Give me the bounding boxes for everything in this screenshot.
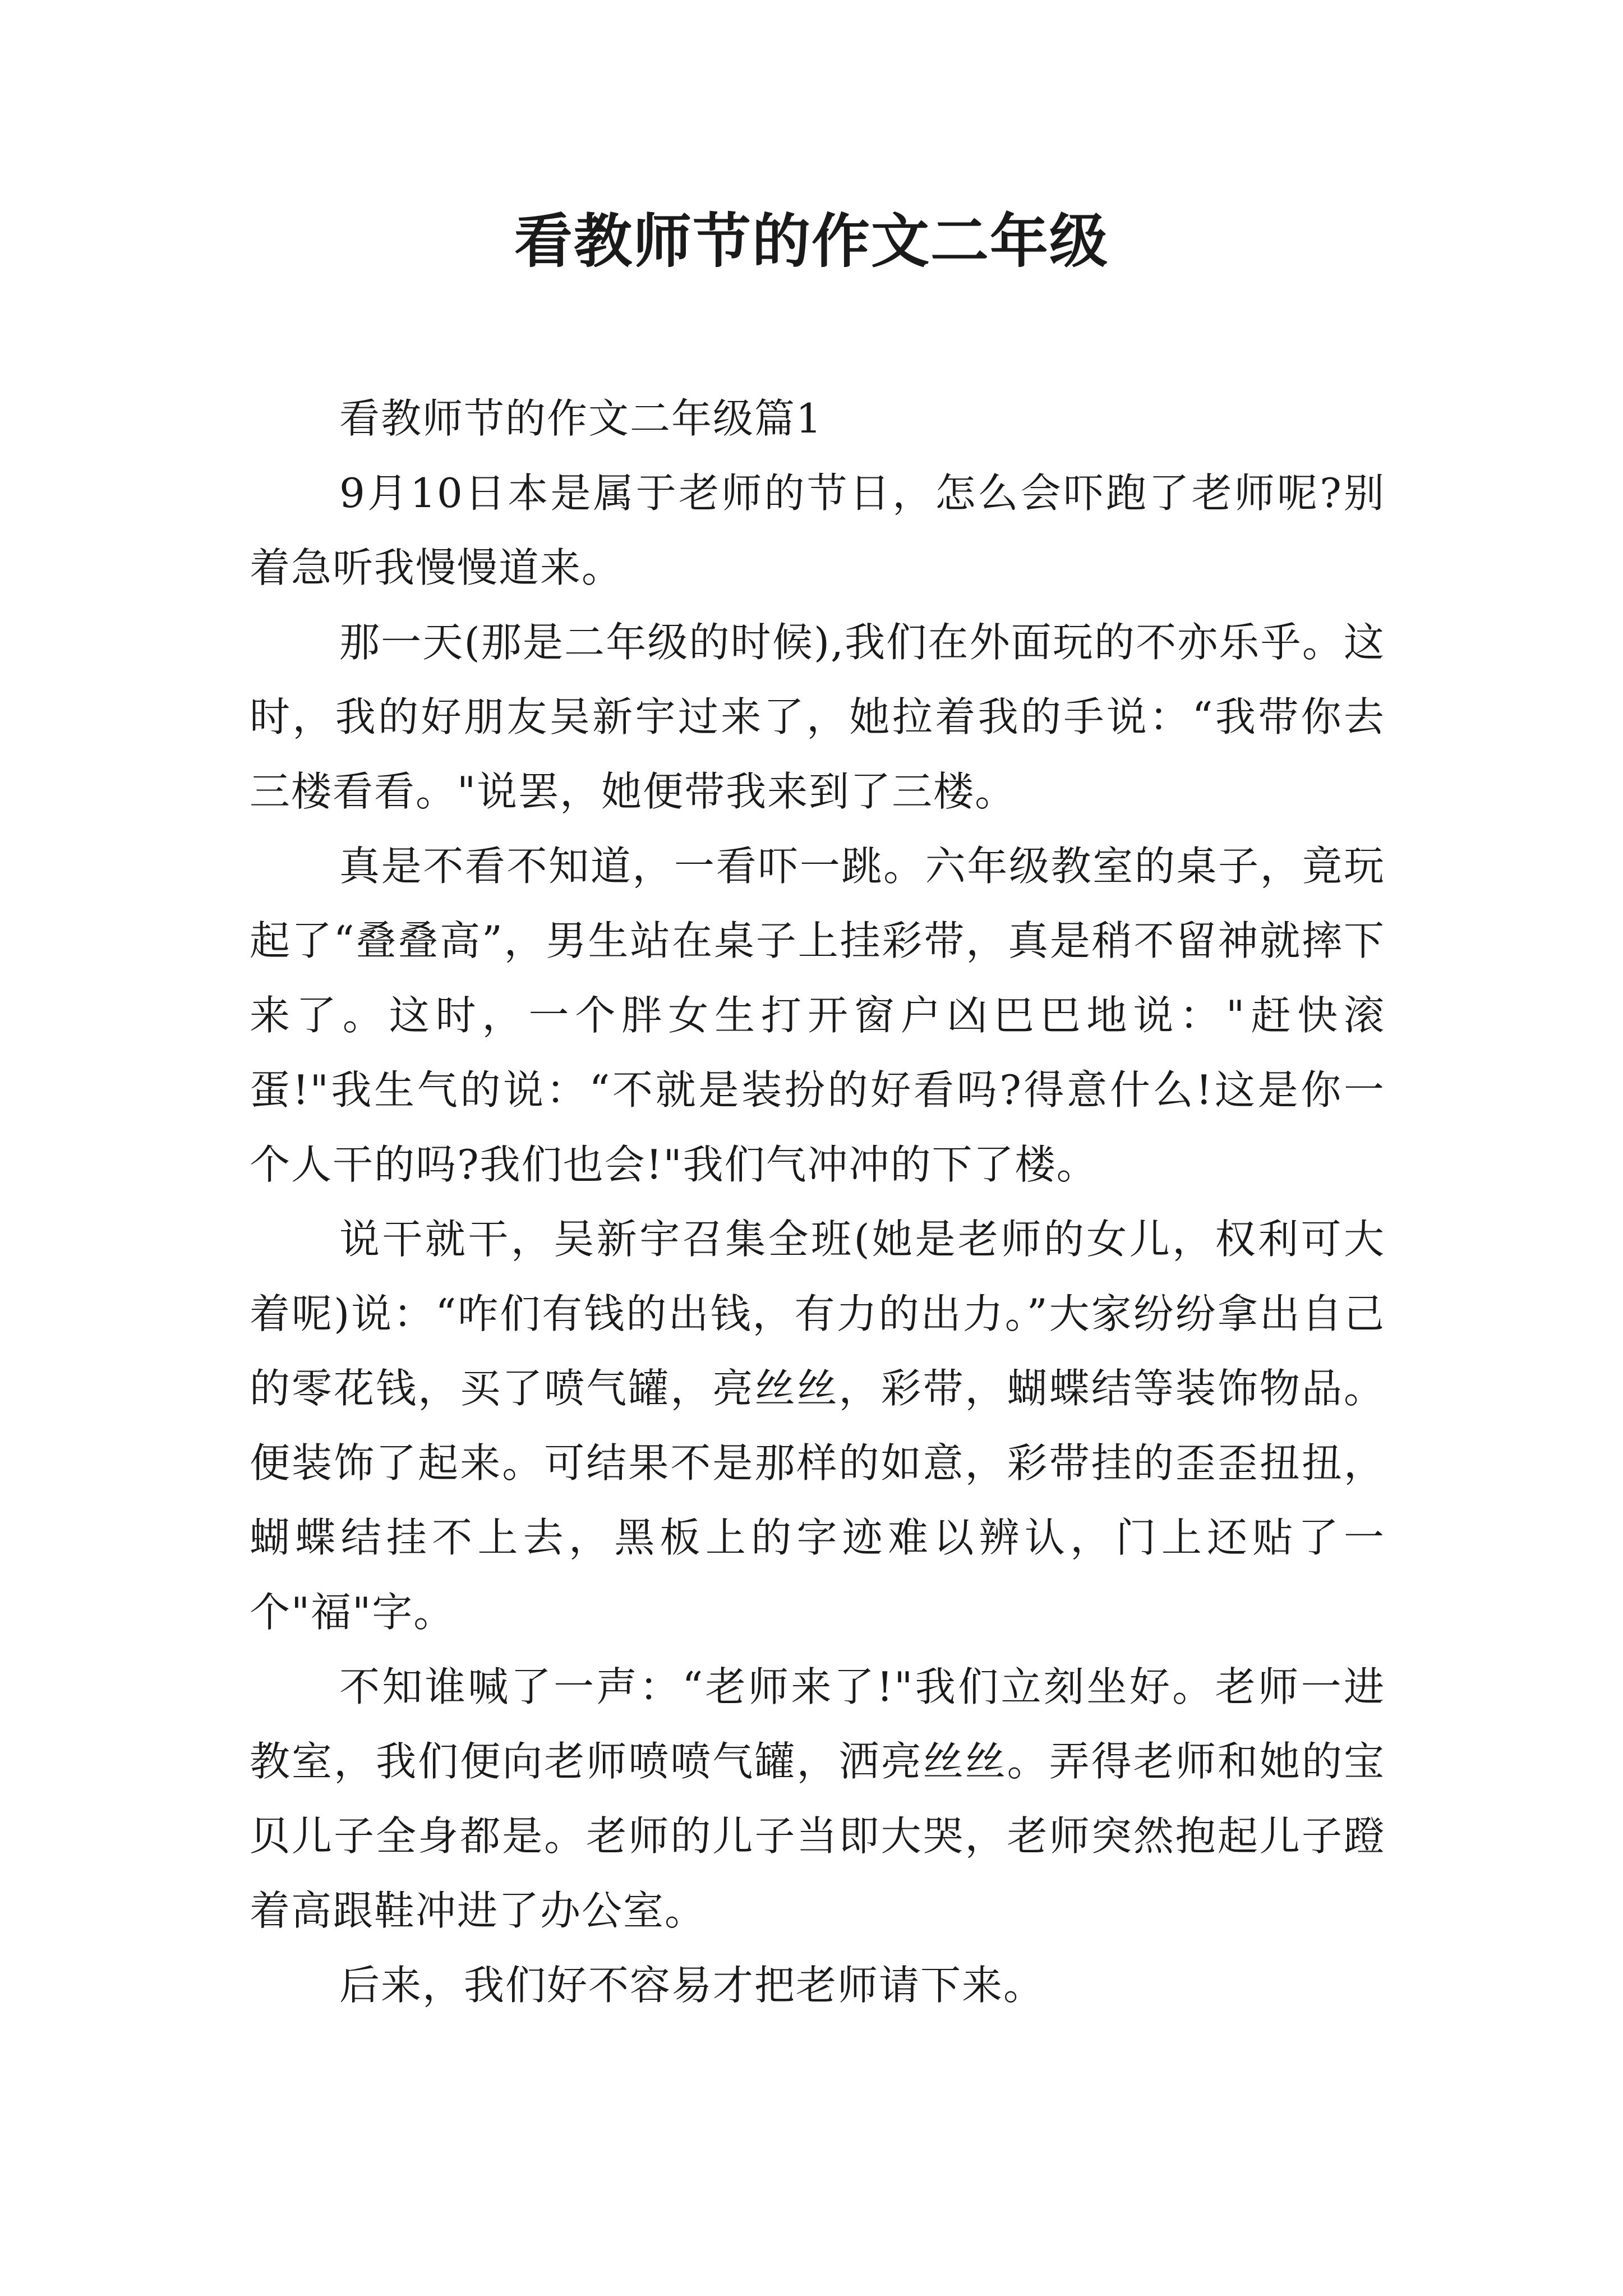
paragraph: 后来，我们好不容易才把老师请下来。: [339, 1962, 1045, 2009]
section-heading: 看教师节的作文二年级篇1: [339, 395, 823, 442]
paragraph: 真是不看不知道，一看吓一跳。六年级教室的桌子，竟玩起了“叠叠高”，男生站在桌子上挂彩带，真是稍不留神就摔下来了。这时，一个胖女生打开窗户凶巴巴地说："赶快滚蛋!"我生气的说：“不就是装扮的好看吗?得意什么!这是你一个人干的吗?我们也会!"我们气冲冲的下了楼。: [250, 843, 1385, 1188]
paragraph: 那一天(那是二年级的时候),我们在外面玩的不亦乐乎。这时，我的好朋友吴新宇过来了，她拉着我的手说：“我带你去三楼看看。"说罢，她便带我来到了三楼。: [250, 619, 1385, 815]
paragraph: 说干就干，吴新宇召集全班(她是老师的女儿，权利可大着呢)说：“咋们有钱的出钱，有力的出力。”大家纷纷拿出自己的零花钱，买了喷气罐，亮丝丝，彩带，蝴蝶结等装饰物品。便装饰了起来。可结果不是那样的如意，彩带挂的歪歪扭扭，蝴蝶结挂不上去，黑板上的字迹难以辨认，门上还贴了一个"福"字。: [250, 1216, 1385, 1636]
paragraph: 不知谁喊了一声：“老师来了!"我们立刻坐好。老师一进教室，我们便向老师喷喷气罐，洒亮丝丝。弄得老师和她的宝贝儿子全身都是。老师的儿子当即大哭，老师突然抱起儿子蹬着高跟鞋冲进了办公室。: [250, 1663, 1385, 1934]
paragraph: 9月10日本是属于老师的节日，怎么会吓跑了老师呢?别着急听我慢慢道来。: [250, 470, 1385, 591]
document-title: 看教师节的作文二年级: [514, 206, 1109, 275]
document-body: [250, 381, 1385, 2023]
